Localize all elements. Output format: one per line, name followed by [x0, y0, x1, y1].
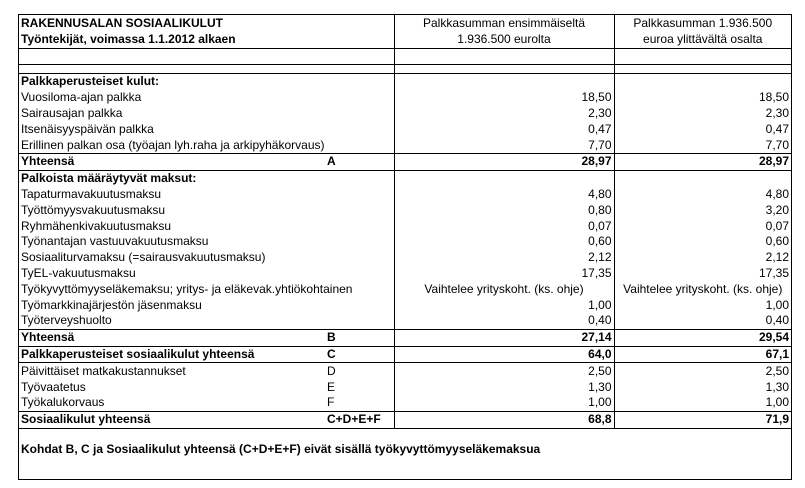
subtotal-label: Palkkaperusteiset sosiaalikulut yhteensä [21, 346, 255, 361]
row-value-2: 2,50 [614, 363, 791, 379]
col3-header-line2: euroa ylittävältä osalta [614, 32, 791, 49]
grand-total-label: Sosiaalikulut yhteensä [21, 412, 151, 427]
subtotal-code: C [327, 346, 336, 361]
total-value-2: 28,97 [614, 153, 791, 170]
row-value-2: 18,50 [614, 90, 791, 106]
total-label: Yhteensä [21, 154, 75, 169]
table-row [19, 395, 791, 411]
total-label: Yhteensä [21, 330, 75, 345]
table-title: RAKENNUSALAN SOSIAALIKULUT [21, 15, 223, 30]
row-value-1: 1,00 [394, 297, 614, 313]
section2-title-row [19, 170, 791, 186]
row-value-2: 1,00 [614, 395, 791, 411]
header-row-1 [19, 15, 791, 32]
row-value-1: 1,00 [394, 395, 614, 411]
row-label: Työmarkkinajärjestön jäsenmaksu [21, 297, 202, 312]
row-value-2: 3,20 [614, 202, 791, 218]
row-code: F [327, 395, 335, 410]
total-row-a [19, 153, 791, 170]
total-row-b [19, 329, 791, 346]
row-value-2: 0,40 [614, 313, 791, 329]
row-value-1: 0,07 [394, 218, 614, 234]
footnote: Kohdat B, C ja Sosiaalikulut yhteensä (C+D+E+F) eivät sisällä työkyvyttömyyseläkemaksua [19, 428, 791, 479]
row-label: Työkalukorvaus [21, 395, 105, 410]
subtotal-value-1: 64,0 [394, 346, 614, 363]
table-row [19, 266, 791, 282]
table-row [19, 313, 791, 329]
table-row [19, 137, 791, 153]
subtotal-row-c [19, 346, 791, 363]
row-label: Päivittäiset matkakustannukset [21, 363, 186, 378]
grand-total-value-1: 68,8 [394, 411, 614, 427]
row-label: Sairausajan palkka [21, 105, 123, 120]
table-subtitle: Työntekijät, voimassa 1.1.2012 alkaen [19, 32, 394, 49]
table-row [19, 187, 791, 203]
table-row [19, 379, 791, 395]
total-value-1: 27,14 [394, 329, 614, 346]
table-row [19, 90, 791, 106]
row-value-2: 1,30 [614, 379, 791, 395]
row-value-2: 1,00 [614, 297, 791, 313]
row-value-1: 2,30 [394, 106, 614, 122]
col3-header-line1: Palkkasumman 1.936.500 [614, 15, 791, 32]
section1-title-row [19, 74, 791, 90]
row-value-2: 0,60 [614, 234, 791, 250]
subtotal-value-2: 67,1 [614, 346, 791, 363]
table-row [19, 218, 791, 234]
table-row [19, 234, 791, 250]
row-label: Ryhmähenkivakuutusmaksu [21, 218, 172, 233]
row-label: Työttömyysvakuutusmaksu [21, 202, 166, 217]
row-value-1: Vaihtelee yrityskoht. (ks. ohje) [394, 281, 614, 297]
total-value-2: 29,54 [614, 329, 791, 346]
grand-total-code: C+D+E+F [327, 412, 381, 427]
social-costs-sheet [18, 14, 792, 480]
row-value-1: 0,47 [394, 121, 614, 137]
row-label: Tapaturmavakuutusmaksu [21, 186, 162, 201]
social-costs-table [19, 15, 791, 428]
row-value-2: 7,70 [614, 137, 791, 153]
row-value-1: 0,40 [394, 313, 614, 329]
row-value-1: 7,70 [394, 137, 614, 153]
row-label: Itsenäisyyspäivän palkka [21, 121, 154, 136]
row-value-1: 2,12 [394, 250, 614, 266]
empty-row [19, 49, 791, 65]
grand-total-value-2: 71,9 [614, 411, 791, 427]
grand-total-row [19, 411, 791, 427]
row-label: Työvaatetus [21, 379, 86, 394]
table-row [19, 250, 791, 266]
row-value-1: 18,50 [394, 90, 614, 106]
row-label: Erillinen palkan osa (työajan lyh.raha ja arkipyhäkorvaus) [21, 137, 325, 152]
row-value-2: Vaihtelee yrityskoht. (ks. ohje) [614, 281, 791, 297]
table-row [19, 363, 791, 379]
section1-title: Palkkaperusteiset kulut: [19, 74, 394, 90]
table-row [19, 297, 791, 313]
row-label: Työnantajan vastuuvakuutusmaksu [21, 234, 209, 249]
table-row [19, 121, 791, 137]
row-label: Vuosiloma-ajan palkka [21, 90, 142, 105]
row-label: Työkyvyttömyyseläkemaksu; yritys- ja eläkevak.yhtiökohtainen [21, 281, 353, 296]
row-value-2: 17,35 [614, 266, 791, 282]
row-value-1: 17,35 [394, 266, 614, 282]
row-value-1: 0,60 [394, 234, 614, 250]
total-value-1: 28,97 [394, 153, 614, 170]
row-value-1: 1,30 [394, 379, 614, 395]
row-value-2: 0,07 [614, 218, 791, 234]
row-label: TyEL-vakuutusmaksu [21, 265, 136, 280]
table-row [19, 281, 791, 297]
row-label: Työterveyshuolto [21, 313, 112, 328]
row-value-2: 0,47 [614, 121, 791, 137]
total-code: A [327, 154, 336, 169]
row-label: Sosiaaliturvamaksu (=sairausvakuutusmaksu) [21, 250, 266, 265]
row-value-1: 2,50 [394, 363, 614, 379]
row-code: D [327, 363, 336, 378]
row-value-2: 2,12 [614, 250, 791, 266]
table-row [19, 202, 791, 218]
row-value-2: 4,80 [614, 187, 791, 203]
total-code: B [327, 330, 336, 345]
table-row [19, 106, 791, 122]
col2-header-line1: Palkkasumman ensimmäiseltä [394, 15, 614, 32]
col2-header-line2: 1.936.500 eurolta [394, 32, 614, 49]
header-row-2 [19, 32, 791, 49]
row-code: E [327, 379, 336, 394]
row-value-2: 2,30 [614, 106, 791, 122]
row-value-1: 0,80 [394, 202, 614, 218]
row-value-1: 4,80 [394, 187, 614, 203]
gap-row [19, 65, 791, 74]
section2-title: Palkoista määräytyvät maksut: [21, 171, 197, 186]
